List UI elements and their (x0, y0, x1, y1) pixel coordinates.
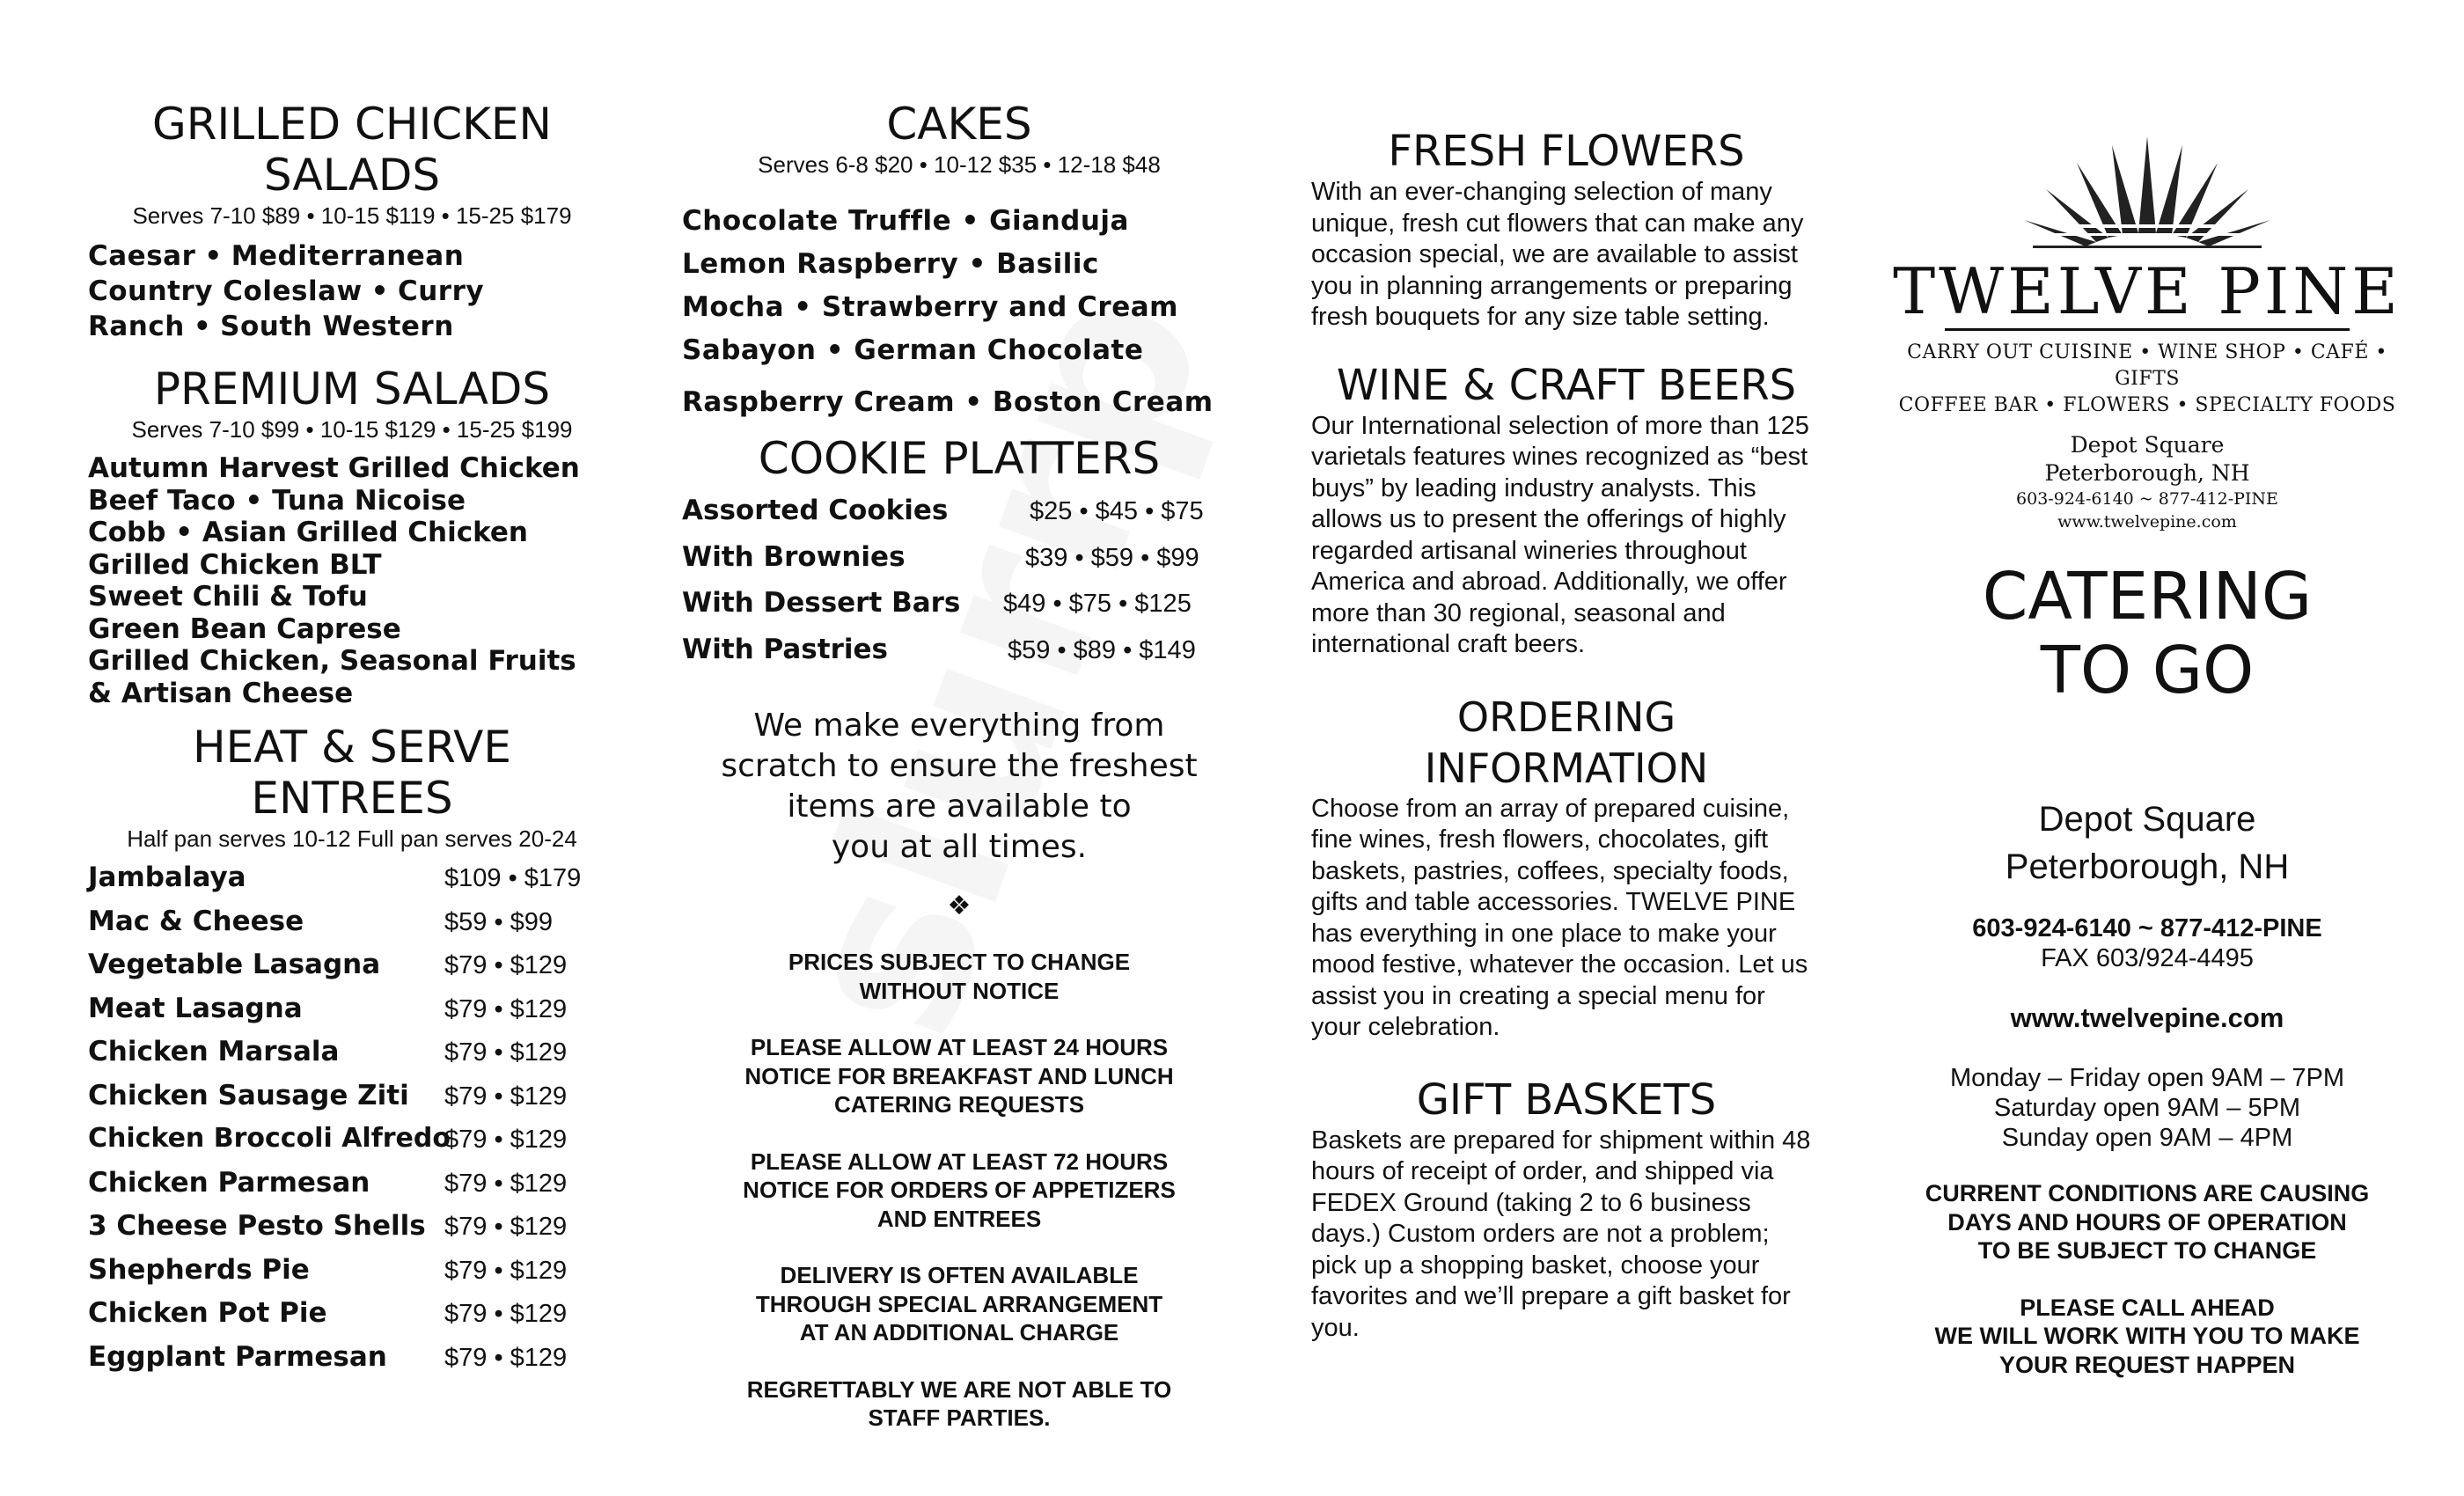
flowers-title: FRESH FLOWERS (1388, 127, 1745, 176)
cookies-list (682, 495, 1236, 679)
list-item: Raspberry Cream • Boston Cream (682, 386, 1214, 418)
list-item: Sabayon • German Chocolate (682, 334, 1144, 366)
grilled-salads-title: GRILLED CHICKEN SALADS (152, 99, 552, 201)
hours-line: Sunday open 9AM – 4PM (2001, 1124, 2293, 1152)
list-item: Chocolate Truffle • Gianduja (682, 205, 1129, 237)
logo-address: Peterborough, NH (2044, 460, 2250, 486)
conditions-line: TO BE SUBJECT TO CHANGE (1977, 1237, 2317, 1264)
logo-name: TWELVE PINE (1893, 254, 2402, 328)
baskets-text: Baskets are prepared for shipment within 48 hours of receipt of order, and shipped via FEDEX Ground (taking 2 to 6 business days.) Custom orders are not a problem; pick up a shopping basket, choose your favorites and we’ll prepare a gift basket for you. (1311, 1126, 1811, 1342)
logo-web: www.twelvepine.com (2057, 512, 2237, 532)
logo-rule (1945, 328, 2350, 331)
list-item: Lemon Raspberry • Basilic (682, 248, 1099, 280)
table-row: Mac & Cheese $59 • $99 (88, 905, 554, 937)
column-info (1311, 0, 1822, 1344)
list-item: Ranch • South Western (88, 311, 454, 342)
logo-phone: 603-924-6140 ~ 877-412-PINE (2016, 489, 2278, 509)
logo-tagline: COFFEE BAR • FLOWERS • SPECIALTY FOODS (1898, 394, 2396, 416)
list-item: Grilled Chicken, Seasonal Fruits (88, 645, 576, 677)
entrees-serves: Half pan serves 10-12 Full pan serves 20-24 (127, 825, 577, 852)
table-row: Eggplant Parmesan $79 • $129 (88, 1340, 568, 1373)
grilled-salads-list (88, 238, 616, 344)
list-item: & Artisan Cheese (88, 677, 354, 709)
fax: FAX 603/924-4495 (2041, 944, 2254, 972)
table-row: Chicken Marsala $79 • $129 (88, 1036, 568, 1067)
premium-salads-serves: Serves 7-10 $99 • 10-15 $129 • 15-25 $199 (131, 416, 573, 443)
call-ahead-line: YOUR REQUEST HAPPEN (1998, 1351, 2296, 1378)
list-item: Grilled Chicken BLT (88, 548, 382, 581)
address-line: Peterborough, NH (2005, 847, 2290, 886)
premium-salads-title: PREMIUM SALADS (153, 363, 551, 414)
call-ahead-line: PLEASE CALL AHEAD (2020, 1294, 2275, 1321)
table-row: With Dessert Bars $49 • $75 • $125 (682, 587, 1192, 619)
table-row: Vegetable Lasagna $79 • $129 (88, 949, 568, 980)
list-item: Beef Taco • Tuna Nicoise (88, 484, 466, 517)
table-row: With Brownies $39 • $59 • $99 (682, 540, 1199, 573)
list-item: Cobb • Asian Grilled Chicken (88, 517, 528, 548)
notice: REGRETTABLY WE ARE NOT ABLE TO STAFF PARTIES. (746, 1375, 1172, 1431)
hours-line: Monday – Friday open 9AM – 7PM (1949, 1064, 2345, 1092)
table-row: Chicken Sausage Ziti $79 • $129 (88, 1079, 568, 1111)
logo-tagline: CARRY OUT CUISINE • WINE SHOP • CAFÉ • GIFTS (1907, 341, 2387, 390)
conditions-line: CURRENT CONDITIONS ARE CAUSING (1925, 1180, 2370, 1206)
grilled-salads-serves: Serves 7-10 $89 • 10-15 $119 • 15-25 $179 (132, 202, 572, 229)
column-desserts-notices (682, 0, 1236, 1461)
column-contact (1892, 0, 2402, 1379)
list-item: Country Coleslaw • Curry (88, 275, 485, 307)
table-row: Chicken Pot Pie $79 • $129 (88, 1297, 568, 1329)
flowers-text: With an ever-changing selection of many unique, fresh cut flowers that can make any occasion special, we are available to assist you in planning arrangements or preparing fresh bouquets for any size table setting. (1311, 178, 1804, 331)
premium-salads-list (88, 452, 616, 709)
table-row: With Pastries $59 • $89 • $149 (682, 633, 1196, 665)
list-item: Sweet Chili & Tofu (88, 581, 368, 612)
call-ahead-line: WE WILL WORK WITH YOU TO MAKE (1934, 1323, 2360, 1349)
scratch-statement: We make everything from scratch to ensure the freshest items are available to you at all times. (721, 708, 1198, 865)
notice: PLEASE ALLOW AT LEAST 72 HOURS NOTICE FOR ORDERS OF APPETIZERS AND ENTREES (743, 1148, 1176, 1232)
address-line: Depot Square (2038, 800, 2256, 839)
logo (1892, 136, 2402, 533)
table-row: Chicken Broccoli Alfredo $79 • $129 (88, 1123, 568, 1154)
notices (682, 948, 1236, 1433)
cakes-title: CAKES (886, 99, 1032, 150)
table-row: Chicken Parmesan $79 • $129 (88, 1166, 568, 1199)
phone: 603-924-6140 ~ 877-412-PINE (1972, 914, 2322, 942)
ornament-icon: ❖ (947, 891, 972, 921)
wine-text: Our International selection of more than 125 varietals features wines recognized as “best buys” by leading industry analysts. This allows us to present the offerings of highly regarded artisanal wineries throughout America and abroad. Additionally, we offer more than 30 regional, seasonal and international craft beers. (1311, 411, 1809, 658)
table-row: 3 Cheese Pesto Shells $79 • $129 (88, 1210, 568, 1242)
list-item: Mocha • Strawberry and Cream (682, 291, 1178, 323)
ordering-text: Choose from an array of prepared cuisine, fine wines, fresh flowers, chocolates, gift baskets, pastries, coffees, specialty foods, gifts and table accessories. TWELVE PINE has everything in one place to make your mood festive, whatever the occasion. Let us assist you in creating a special menu for your celebration. (1311, 794, 1808, 1041)
list-item: Autumn Harvest Grilled Chicken (88, 452, 580, 484)
column-salads-entrees (88, 0, 616, 1384)
table-row: Jambalaya $109 • $179 (88, 862, 582, 893)
list-item: Caesar • Mediterranean (88, 240, 465, 272)
baskets-title: GIFT BASKETS (1416, 1074, 1717, 1125)
cookies-title: COOKIE PLATTERS (758, 433, 1161, 484)
wine-title: WINE & CRAFT BEERS (1336, 360, 1797, 410)
notice: PRICES SUBJECT TO CHANGE WITHOUT NOTICE (788, 949, 1131, 1004)
notice: PLEASE ALLOW AT LEAST 24 HOURS NOTICE FOR BREAKFAST AND LUNCH CATERING REQUESTS (744, 1034, 1174, 1118)
list-item: Green Bean Caprese (88, 612, 401, 645)
table-row: Shepherds Pie $79 • $129 (88, 1253, 568, 1286)
website: www.twelvepine.com (2010, 1002, 2284, 1033)
ordering-title: ORDERING INFORMATION (1424, 693, 1709, 792)
logo-address: Depot Square (2070, 432, 2225, 458)
pine-sunburst-icon (2015, 136, 2279, 251)
cakes-list (682, 200, 1236, 424)
entrees-list (88, 862, 616, 1384)
table-row: Assorted Cookies $25 • $45 • $75 (682, 495, 1204, 526)
conditions-line: DAYS AND HOURS OF OPERATION (1947, 1208, 2347, 1236)
notice: DELIVERY IS OFTEN AVAILABLE THROUGH SPECIAL ARRANGEMENT AT AN ADDITIONAL CHARGE (755, 1262, 1163, 1346)
table-row: Meat Lasagna $79 • $129 (88, 992, 568, 1024)
entrees-title: HEAT & SERVE ENTREES (193, 722, 511, 824)
cakes-serves: Serves 6-8 $20 • 10-12 $35 • 12-18 $48 (758, 151, 1161, 178)
hours-line: Saturday open 9AM – 5PM (1993, 1094, 2301, 1122)
catering-to-go-title: CATERING TO GO (1982, 559, 2313, 708)
